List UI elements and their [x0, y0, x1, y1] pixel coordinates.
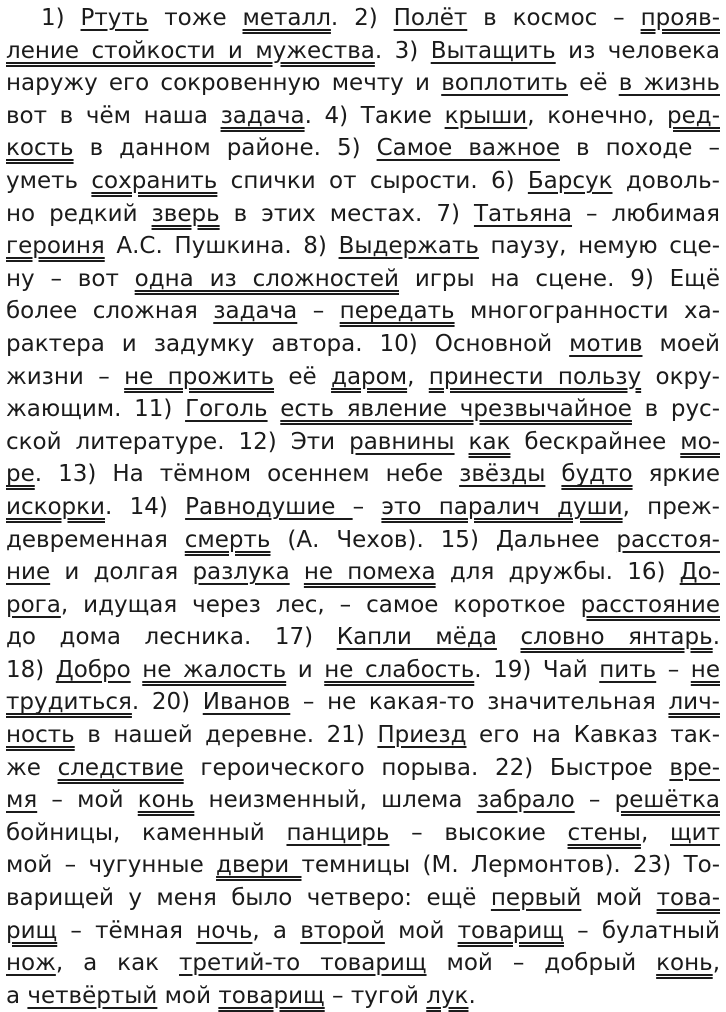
double-underlined-word: принести пользу — [428, 363, 642, 390]
text-segment: ну – вот — [6, 265, 135, 292]
underlined-word: равнины — [349, 428, 455, 455]
text-segment: . 20) — [131, 689, 203, 716]
text-segment: паузу, немую сце- — [478, 233, 720, 260]
double-underlined-word: трудиться — [6, 689, 132, 716]
text-segment: , — [640, 819, 670, 846]
underlined-word: щит — [670, 819, 721, 846]
text-segment: – высокие — [389, 819, 568, 846]
text-segment: – булатный — [563, 917, 720, 944]
text-segment: А.С. Пушкина. 8) — [104, 233, 339, 260]
text-segment: – мой — [37, 787, 138, 814]
text-segment: мой – чугунные — [6, 852, 217, 879]
text-line — [6, 882, 720, 915]
text-line — [6, 784, 720, 817]
double-underlined-word: зверь — [151, 200, 220, 227]
double-underlined-word: кость — [6, 135, 74, 162]
text-segment — [455, 429, 469, 455]
text-segment: . — [468, 982, 476, 1009]
double-underlined-word: товарищ — [218, 982, 325, 1009]
underlined-word: задача — [213, 298, 298, 325]
underlined-word: Равнодушие — [185, 493, 353, 520]
text-segment: спички от сырости. 6) — [217, 167, 528, 194]
text-line — [6, 589, 720, 622]
double-underlined-word: това- — [656, 885, 721, 912]
text-segment: . 4) Такие — [304, 102, 445, 129]
text-segment: , а — [252, 917, 301, 944]
text-line — [6, 426, 720, 459]
underlined-word: мя — [6, 787, 38, 814]
text-segment — [290, 559, 304, 585]
text-line — [6, 947, 720, 980]
text-segment: – тёмная — [57, 917, 197, 944]
underlined-word: Выдержать — [338, 233, 479, 260]
text-line — [6, 491, 720, 524]
text-segment: в космос – — [467, 5, 641, 31]
underlined-word: Иванов — [202, 689, 291, 716]
underlined-word: рога — [6, 591, 61, 618]
underlined-word: четвёртый — [27, 982, 158, 1009]
text-segment: ской литературе. 12) Эти — [6, 428, 350, 455]
text-segment: . 14) — [105, 493, 186, 520]
text-line — [6, 458, 720, 491]
double-underlined-word: не жалость — [142, 656, 287, 683]
text-segment: жизни – — [6, 363, 125, 390]
text-segment: доволь- — [612, 167, 720, 194]
underlined-word: До- — [679, 559, 720, 586]
underlined-word: разлука — [192, 559, 290, 586]
text-segment: . 2) — [330, 5, 394, 31]
double-underlined-word: не — [690, 656, 720, 683]
double-underlined-word: не помеха — [303, 559, 436, 586]
text-line — [6, 654, 720, 687]
text-segment: , конечно, — [527, 102, 668, 129]
underlined-word: мотив — [569, 330, 643, 357]
text-segment: варищей у меня было четверо: ещё — [6, 885, 491, 912]
underlined-word: Гоголь — [185, 396, 268, 423]
text-segment: героического порыва. 22) Быстрое — [183, 754, 670, 781]
text-line — [6, 100, 720, 133]
text-segment: . 13) На тёмном осеннем небе — [34, 461, 460, 488]
text-segment: моей — [642, 330, 720, 357]
underlined-word: Татьяна — [473, 200, 573, 227]
double-underlined-word: словно янтарь — [520, 624, 713, 651]
text-segment — [497, 624, 521, 650]
underlined-word: Полёт — [393, 5, 468, 31]
text-segment — [545, 461, 561, 487]
underlined-word: панцирь — [286, 819, 390, 846]
text-segment: игры на сцене. 9) Ещё — [399, 265, 720, 292]
double-underlined-word: задача — [220, 102, 305, 129]
double-underlined-word: не прожить — [124, 363, 275, 390]
double-underlined-word: следствие — [57, 754, 184, 781]
double-underlined-word: товарищ — [457, 917, 564, 944]
text-segment: его на Кавказ так- — [466, 722, 720, 749]
text-segment: в нашей деревне. 21) — [74, 722, 378, 749]
underlined-word: Приезд — [377, 722, 467, 749]
text-line — [6, 524, 720, 557]
text-segment: мой – добрый — [426, 950, 657, 977]
text-segment: её — [274, 363, 332, 390]
text-segment: её — [567, 70, 619, 97]
text-line — [6, 263, 720, 296]
double-underlined-word: будто — [561, 461, 633, 488]
text-segment: – — [297, 298, 340, 325]
text-segment: , — [407, 363, 429, 390]
text-line — [6, 686, 720, 719]
double-underlined-word: двери — [216, 852, 302, 879]
double-underlined-word: стены — [567, 819, 641, 846]
text-segment: бойницы, каменный — [6, 819, 287, 846]
text-segment: . — [712, 624, 720, 651]
double-underlined-word: искорки — [6, 493, 105, 520]
underlined-word: вре- — [669, 754, 720, 781]
underlined-word: ние — [6, 559, 51, 586]
text-segment: более сложная — [6, 298, 214, 325]
text-segment: (А. Чехов). 15) Дальнее — [270, 526, 617, 553]
underlined-word: в жизнь — [618, 70, 720, 97]
text-segment: в рус- — [631, 396, 721, 423]
double-underlined-word: металл — [242, 5, 331, 31]
double-underlined-word: прояв- — [640, 5, 720, 31]
text-line — [6, 295, 720, 328]
text-line — [6, 556, 720, 589]
text-segment: , преж- — [622, 493, 720, 520]
text-segment: неизменный, шлема — [194, 787, 477, 814]
text-segment: для дружбы. 16) — [435, 559, 680, 586]
text-line — [6, 849, 720, 882]
underlined-word: третий-то товарищ — [179, 950, 427, 977]
text-segment: в этих местах. 7) — [219, 200, 474, 227]
double-underlined-word: одна из сложностей — [134, 265, 400, 292]
text-segment: в данном районе. 5) — [73, 135, 377, 162]
text-line — [6, 230, 720, 263]
text-segment: вот в чём наша — [6, 102, 221, 129]
text-line — [6, 361, 720, 394]
double-underlined-word: как — [468, 428, 511, 455]
text-segment: . 3) — [374, 37, 431, 64]
text-line — [6, 67, 720, 100]
double-underlined-word: ление стойкости и мужества — [6, 37, 375, 64]
double-underlined-word: есть явление чрезвычайное — [280, 396, 632, 423]
underlined-word: крыши — [444, 102, 528, 129]
text-line — [6, 165, 720, 198]
double-underlined-word: рищ — [6, 917, 58, 944]
text-segment: окру- — [641, 363, 720, 390]
double-underlined-word: лич- — [668, 689, 720, 716]
text-line — [6, 2, 720, 35]
text-segment: но редкий — [6, 200, 152, 227]
underlined-word: Капли мёда — [336, 624, 497, 651]
double-underlined-word: ность — [6, 722, 75, 749]
double-underlined-word: лук — [426, 982, 469, 1009]
text-segment: мой — [157, 982, 219, 1009]
double-underlined-word: это паралич души — [381, 493, 623, 520]
double-underlined-word: героиня — [6, 233, 105, 260]
text-segment: . 19) Чай — [474, 656, 600, 683]
underlined-word: Ртуть — [80, 5, 149, 31]
underlined-word: звёзды — [459, 461, 546, 488]
text-line — [6, 132, 720, 165]
text-line — [6, 35, 720, 68]
text-segment — [131, 657, 143, 683]
underlined-word: Барсук — [527, 167, 613, 194]
text-segment: и — [286, 656, 325, 683]
double-underlined-word: мо- — [680, 428, 720, 455]
text-line — [6, 817, 720, 850]
text-segment: наружу его сокровенную мечту и — [6, 70, 442, 97]
double-underlined-word: сохранить — [91, 167, 218, 194]
text-segment: бескрайнее — [510, 428, 681, 455]
underlined-word: первый — [490, 885, 582, 912]
text-line — [6, 393, 720, 426]
underlined-word: забрало — [476, 787, 575, 814]
text-segment: многогранности ха- — [454, 298, 720, 325]
text-line — [6, 752, 720, 785]
text-segment: мой — [384, 917, 458, 944]
text-segment: – тугой — [324, 982, 427, 1009]
underlined-word: пить — [599, 656, 657, 683]
double-underlined-word: конь — [137, 787, 195, 814]
text-segment: – — [352, 493, 382, 520]
text-segment: же — [6, 754, 58, 781]
text-segment: из человека — [555, 37, 720, 64]
double-underlined-word: ред- — [667, 102, 720, 129]
text-segment: – любимая — [572, 200, 720, 227]
text-segment: – — [574, 787, 615, 814]
text-line — [6, 915, 720, 948]
underlined-word: расстоя- — [616, 526, 720, 553]
double-underlined-word: ре — [6, 461, 35, 488]
text-segment: яркие — [632, 461, 721, 488]
text-segment: и долгая — [50, 559, 193, 586]
text-line — [6, 198, 720, 231]
text-segment: в походе – — [559, 135, 720, 162]
text-segment — [268, 396, 281, 422]
text-segment: , идущая через лес, – самое короткое — [60, 591, 581, 618]
text-segment: до дома лесника. 17) — [6, 624, 337, 651]
underlined-word: Вытащить — [430, 37, 556, 64]
underlined-word: Добро — [55, 656, 131, 683]
underlined-word: воплотить — [441, 70, 568, 97]
text-segment: жающим. 11) — [6, 396, 186, 423]
text-segment: – не какая-то значительная — [290, 689, 669, 716]
text-segment: рактера и задумку автора. 10) Основной — [6, 330, 570, 357]
underlined-word: нож — [6, 950, 56, 977]
text-segment: 1) — [41, 5, 81, 31]
underlined-word: Самое важное — [376, 135, 560, 162]
double-underlined-word: не слабость — [324, 656, 475, 683]
text-segment: уметь — [6, 167, 92, 194]
text-segment: темницы (М. Лермонтов). 23) То- — [301, 852, 720, 879]
text-line — [6, 980, 720, 1012]
text-line — [6, 328, 720, 361]
double-underlined-word: передать — [339, 298, 455, 325]
text-segment: – — [656, 656, 691, 683]
text-segment: , — [712, 950, 721, 977]
text-line — [6, 719, 720, 752]
double-underlined-word: смерть — [184, 526, 271, 553]
text-segment: девременная — [6, 526, 185, 553]
text-segment: , а как — [55, 950, 180, 977]
text-line — [6, 621, 720, 654]
underlined-word: второй — [300, 917, 385, 944]
text-segment: 18) — [6, 656, 56, 683]
text-segment: тоже — [148, 5, 243, 31]
double-underlined-word: решётка — [614, 787, 720, 814]
text-segment: мой — [581, 885, 657, 912]
double-underlined-word: расстояние — [580, 591, 720, 618]
double-underlined-word: конь — [656, 950, 713, 977]
text-segment: а — [6, 982, 28, 1009]
underlined-word: ночь — [196, 917, 253, 944]
double-underlined-word: даром — [331, 363, 408, 390]
